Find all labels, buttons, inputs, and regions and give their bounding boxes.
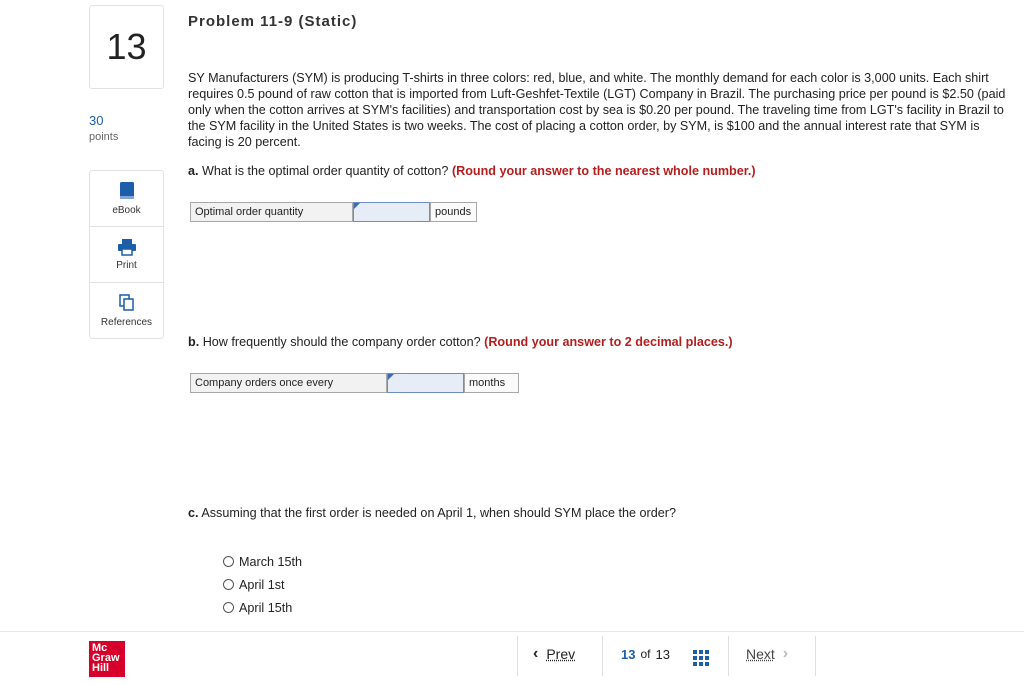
order-frequency-input[interactable] (387, 373, 464, 393)
answer-row-a (190, 202, 477, 222)
nav-divider (815, 636, 816, 676)
answer-row-b (190, 373, 519, 393)
answer-b-unit: months (464, 373, 519, 393)
next-label: Next (746, 646, 775, 662)
total-pages: 13 (655, 646, 670, 662)
references-button[interactable] (90, 283, 163, 338)
ebook-label: eBook (112, 204, 141, 216)
question-b-hint: (Round your answer to 2 decimal places.) (484, 335, 733, 349)
question-a (188, 164, 756, 178)
print-label: Print (116, 259, 137, 271)
question-a-hint: (Round your answer to the nearest whole number.) (451, 164, 756, 178)
prev-button[interactable] (533, 632, 575, 676)
option-label: April 15th (239, 600, 293, 615)
ebook-icon (119, 182, 135, 200)
nav-divider (728, 636, 729, 676)
prev-label: Prev (546, 646, 576, 662)
answer-options-c (223, 550, 302, 619)
current-page: 13 (621, 646, 636, 662)
option-label: April 1st (239, 577, 285, 592)
print-icon (118, 239, 136, 255)
points-value: 30 (89, 113, 104, 128)
optimal-order-quantity-input[interactable] (353, 202, 430, 222)
footer-bar (0, 631, 1024, 685)
points-block (89, 113, 159, 143)
question-b-text: How frequently should the company order cotton? (202, 335, 481, 349)
mcgraw-hill-logo: Mc Graw Hill (89, 641, 125, 677)
question-b-prefix: b. (188, 335, 200, 349)
nav-divider (602, 636, 603, 676)
problem-statement: SY Manufacturers (SYM) is producing T-shirts in three colors: red, blue, and white. The monthly demand for each color is 3,000 units. Each shirt requires 0.5 pound of raw cotton that is imported from Luft-Geshfet-Textile (LGT) Company in Brazil. The purchasing price per pound is $2.50 (paid only when the cotton arrives at SYM's facilities) and transportation cost by sea is $0.20 per pound. The traveling time from LGT's facility in Brazil to the SYM facility in the United States is two weeks. The cost of placing a cotton order, by SYM, is $100 and the annual interest rate that SYM is facing is 20 percent. (188, 71, 1006, 149)
chevron-right-icon: › (782, 645, 789, 662)
option-april-1st[interactable] (223, 573, 302, 596)
question-c-text: Assuming that the first order is needed on April 1, when should SYM place the order? (201, 506, 676, 520)
question-c (188, 506, 676, 520)
question-number: 13 (89, 5, 164, 89)
option-march-15th[interactable] (223, 550, 302, 573)
page-of: of (640, 647, 651, 661)
print-button[interactable] (90, 227, 163, 283)
answer-b-label: Company orders once every (190, 373, 387, 393)
radio-button[interactable] (223, 556, 234, 567)
answer-a-label: Optimal order quantity (190, 202, 353, 222)
problem-header: Problem 11-9 (Static) (188, 13, 358, 30)
option-april-15th[interactable] (223, 596, 302, 619)
question-c-prefix: c. (188, 506, 199, 520)
nav-divider (517, 636, 518, 676)
references-label: References (100, 316, 153, 328)
tools-panel (89, 170, 164, 339)
radio-button[interactable] (223, 602, 234, 613)
ebook-button[interactable] (90, 171, 163, 227)
radio-button[interactable] (223, 579, 234, 590)
chevron-left-icon: ‹ (533, 645, 539, 662)
grid-icon[interactable] (693, 650, 709, 666)
option-label: March 15th (239, 554, 302, 569)
references-icon (119, 294, 135, 312)
page-indicator (621, 632, 670, 676)
answer-a-unit: pounds (430, 202, 477, 222)
next-button[interactable] (746, 632, 788, 676)
question-b (188, 335, 733, 349)
points-label: points (89, 131, 119, 143)
question-a-prefix: a. (188, 164, 199, 178)
question-a-text: What is the optimal order quantity of cotton? (202, 164, 449, 178)
